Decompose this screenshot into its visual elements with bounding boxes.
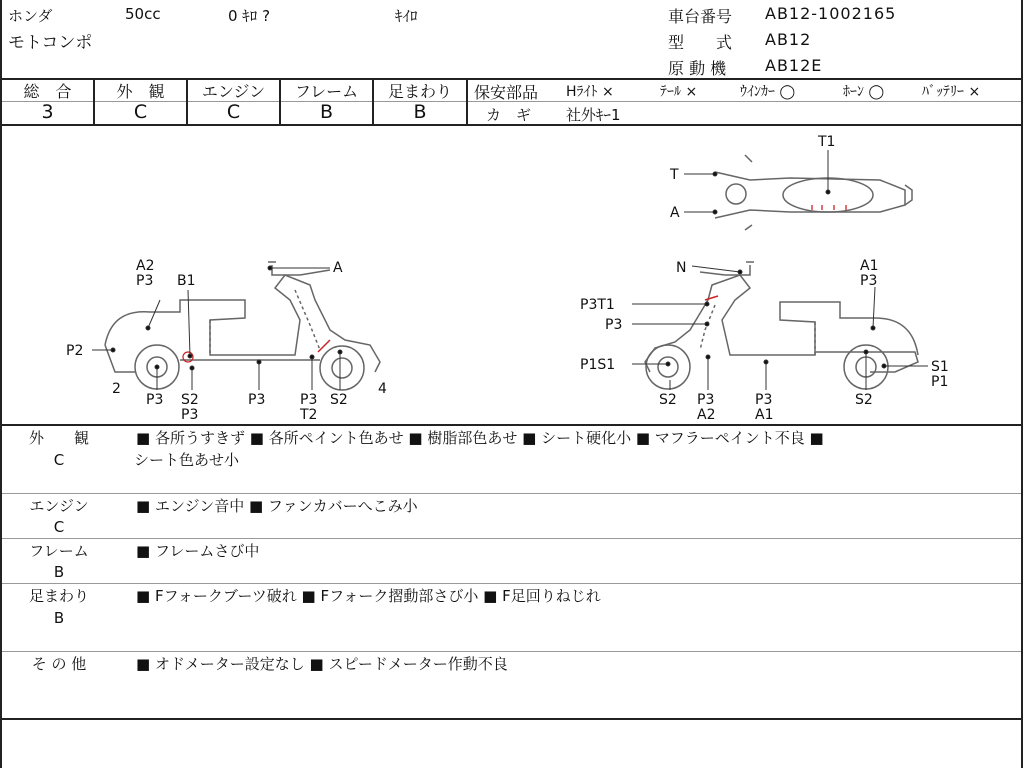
grade-overall-label: 総 合 (23, 82, 72, 101)
grade-engine: C (226, 101, 241, 123)
mileage-unit: ｷｲﾛ (395, 7, 418, 25)
model-name: モトコンポ (8, 33, 93, 53)
engine-value: AB12E (765, 56, 823, 75)
divider-diagram (0, 424, 1023, 426)
comment-engine-grade: C (53, 518, 65, 536)
grade-suspension-label: 足まわり (387, 82, 452, 101)
battery-status: ﾊﾞｯﾃﾘｰ × (922, 84, 981, 100)
label-p1: P1 (931, 374, 949, 390)
frame-no: AB12-1002165 (765, 4, 897, 23)
comment-suspension-label: 足まわり (28, 587, 89, 605)
grade-overall: 3 (41, 101, 54, 123)
label-n: N (676, 260, 687, 276)
comment-other-label: そ の 他 (31, 655, 87, 673)
grade-exterior: C (133, 101, 148, 123)
label-t: T (670, 167, 679, 183)
comment-exterior-grade: C (53, 451, 65, 469)
safety-inner-line (468, 101, 1021, 102)
comment-exterior-text: ■ 各所うすきず ■ 各所ペイント色あせ ■ 樹脂部色あせ ■ シート硬化小 ■ マフラーペイント不良 ■ (136, 429, 824, 447)
damage-mark-top (812, 205, 846, 210)
label-p3-left-top: P3 (136, 273, 154, 289)
label-p3-l3: P3 (248, 392, 266, 408)
comment-frame-text: ■ フレームさび中 (136, 542, 260, 560)
comment-sep-1 (2, 493, 1021, 494)
grade-engine-label: エンジン (201, 82, 266, 101)
comment-exterior-text-2: シート色あせ小 (134, 451, 240, 469)
label-p3-r1: P3 (697, 392, 715, 408)
diagram-labels (66, 134, 949, 423)
type-label: 型 式 (668, 33, 733, 52)
label-4: 4 (378, 381, 387, 397)
key-value: 社外ｷｰ1 (566, 106, 621, 124)
grade-frame: B (319, 101, 334, 123)
grade-suspension: B (413, 101, 427, 123)
frame-no-label: 車台番号 (668, 7, 733, 26)
label-s1: S1 (931, 359, 949, 375)
label-a1-right-top: A1 (860, 258, 879, 274)
comment-sep-2 (2, 538, 1021, 539)
label-a2-right: A2 (697, 407, 716, 423)
label-p3t1: P3T1 (580, 297, 615, 313)
comment-engine-label: エンジン (29, 497, 89, 515)
comment-sep-4 (2, 651, 1021, 652)
label-2: 2 (112, 381, 121, 397)
comment-exterior-label: 外 観 (28, 429, 89, 447)
label-t2: T2 (300, 407, 318, 423)
horn-status: ﾎｰﾝ ◯ (843, 84, 885, 100)
displacement: 50cc (125, 5, 161, 23)
type-value: AB12 (765, 30, 812, 49)
label-p3-r2: P3 (755, 392, 773, 408)
label-p3-right-mid: P3 (605, 317, 623, 333)
label-s2-l2: S2 (330, 392, 348, 408)
taillight-status: ﾃｰﾙ × (660, 84, 698, 100)
winker-status: ｳｲﾝｶｰ ◯ (740, 84, 796, 100)
top-scooter (715, 155, 912, 230)
label-a-top: A (670, 205, 680, 221)
comment-other-text: ■ オドメーター設定なし ■ スピードメーター作動不良 (136, 655, 508, 673)
label-p2: P2 (66, 343, 84, 359)
headlight-status: Hﾗｲﾄ × (566, 84, 614, 100)
comment-frame-label: フレーム (29, 542, 89, 560)
label-a-left: A (333, 260, 343, 276)
damage-mark-right (705, 296, 718, 300)
label-a1-right: A1 (755, 407, 774, 423)
mileage: 0 ｷﾛ ? (228, 7, 271, 25)
label-p3-l1: P3 (146, 392, 164, 408)
grade-sep-5 (466, 79, 468, 125)
maker: ホンダ (8, 7, 53, 25)
label-s2-l1: S2 (181, 392, 199, 408)
key-label: カ ギ (486, 106, 532, 124)
comment-suspension-grade: B (53, 609, 65, 627)
label-p1s1: P1S1 (580, 357, 616, 373)
engine-label: 原 動 機 (668, 59, 727, 78)
grade-exterior-label: 外 観 (116, 82, 165, 101)
damage-diagram (0, 126, 1020, 424)
label-s2-r1: S2 (659, 392, 677, 408)
comment-frame-grade: B (53, 563, 65, 581)
grade-frame-label: フレーム (294, 82, 359, 101)
label-t1: T1 (818, 134, 836, 150)
label-s2-r2: S2 (855, 392, 873, 408)
comment-sep-3 (2, 583, 1021, 584)
label-a2-left: A2 (136, 258, 155, 274)
comment-suspension-text: ■ Fフォークブーツ破れ ■ Fフォーク摺動部さび小 ■ F足回りねじれ (136, 587, 601, 605)
divider-bottom (0, 718, 1023, 720)
border-right (1021, 0, 1023, 768)
safety-label: 保安部品 (474, 83, 539, 102)
label-b1: B1 (177, 273, 196, 289)
label-p3-right-top: P3 (860, 273, 878, 289)
label-p3-l2: P3 (181, 407, 199, 423)
label-p3-l4: P3 (300, 392, 318, 408)
comment-engine-text: ■ エンジン音中 ■ ファンカバーへこみ小 (136, 497, 418, 515)
